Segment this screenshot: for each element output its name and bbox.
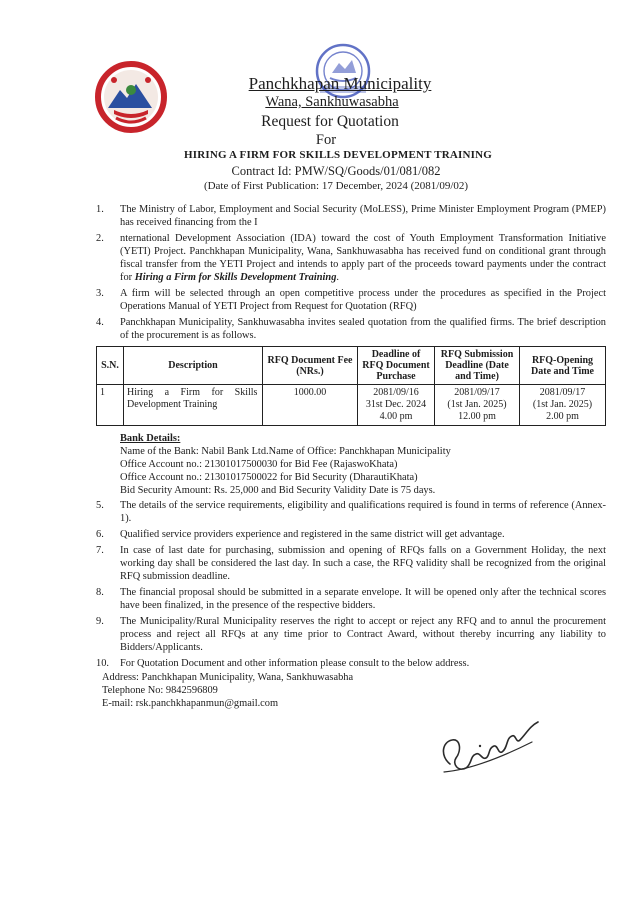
cell-description xyxy=(124,385,263,426)
cell-sn: 1 xyxy=(97,385,124,426)
items-list-bottom xyxy=(96,499,606,670)
item-number: 1. xyxy=(96,204,104,215)
item-text: Qualified service providers experience and registered in the same district will get advantage. xyxy=(120,529,505,540)
table-header-row xyxy=(97,347,606,385)
item-text-block xyxy=(120,232,606,284)
item-tail: . xyxy=(336,272,340,283)
list-item xyxy=(96,615,606,654)
project-title: HIRING A FIRM FOR SKILLS DEVELOPMENT TRAINING xyxy=(183,149,493,161)
list-item xyxy=(96,316,606,342)
list-item xyxy=(96,499,606,525)
list-item xyxy=(96,657,606,670)
bank-name: Name of the Bank: Nabil Bank Ltd.Name of Office: Panchkhapan Municipality xyxy=(120,446,451,457)
item-text: The Ministry of Labor, Employment and Social Security (MoLESS), Prime Minister Employment Program (PMEP) has received financing from the I xyxy=(120,204,606,228)
document-type: Request for Quotation xyxy=(261,113,399,130)
item-text: The Municipality/Rural Municipality reserves the right to accept or reject any RFQ and to annul the procurement process and reject all RFQs at any time prior to Contract Award, without thereby incurring any liability to Bidders/Applicants. xyxy=(120,616,606,653)
procurement-table xyxy=(96,346,606,426)
publication-date: (Date of First Publication: 17 December, 2024 (2081/09/02) xyxy=(203,180,469,192)
item-text: The financial proposal should be submitted in a separate envelope. It will be opened only after the technical scores have been finalized, in the presence of the respective bidders. xyxy=(120,587,606,611)
municipality-location: Wana, Sankhuwasabha xyxy=(265,94,399,110)
contract-id: Contract Id: PMW/SQ/Goods/01/081/082 xyxy=(231,164,441,178)
items-list-top xyxy=(96,203,606,342)
cell-submission xyxy=(435,385,520,426)
item-number: 2. xyxy=(96,233,104,244)
item-text: The details of the service requirements, eligibility and qualifications required is found in terms of reference (Annex-1). xyxy=(120,500,606,524)
for-label: For xyxy=(315,132,337,148)
opening-line-1: 2081/09/17 xyxy=(539,387,586,398)
contact-email: E-mail: rsk.panchkhapanmun@gmail.com xyxy=(102,698,279,709)
item-number: 7. xyxy=(96,545,104,556)
submission-line-2: (1st Jan. 2025) xyxy=(447,399,507,410)
contact-address: Address: Panchkhapan Municipality, Wana, Sankhuwasabha xyxy=(102,672,354,683)
bank-account-security: Office Account no.: 21301017500022 for Bid Security (DharautiKhata) xyxy=(120,472,418,483)
list-item xyxy=(96,544,606,583)
opening-line-3: 2.00 pm xyxy=(546,411,579,422)
item-number: 6. xyxy=(96,529,104,540)
cell-opening xyxy=(520,385,606,426)
opening-line-2: (1st Jan. 2025) xyxy=(532,399,593,410)
list-item xyxy=(96,287,606,313)
item-emphasis: Hiring a Firm for Skills Development Training xyxy=(134,272,337,283)
list-item xyxy=(96,203,606,229)
submission-line-3: 12.00 pm xyxy=(458,411,496,422)
item-number: 10. xyxy=(96,658,109,669)
contact-details xyxy=(96,671,606,710)
item-text: For Quotation Document and other information please consult to the below address. xyxy=(120,658,470,669)
deadline-line-2: 31st Dec. 2024 xyxy=(365,399,427,410)
bank-details-title: Bank Details: xyxy=(120,433,181,444)
municipality-name: Panchkhapan Municipality xyxy=(248,74,432,93)
item-number: 9. xyxy=(96,616,104,627)
item-text: A firm will be selected through an open competitive process under the procedures as specified in the Project Operations Manual of YETI Project from Request for Quotation (RFQ) xyxy=(120,288,606,312)
bank-account-fee: Office Account no.: 21301017500030 for Bid Fee (RajaswoKhata) xyxy=(120,459,398,470)
signature-icon xyxy=(436,712,554,788)
header-submission: RFQ Submission Deadline (Date and Time) xyxy=(435,347,520,385)
header-description: Description xyxy=(124,347,263,385)
list-item xyxy=(96,586,606,612)
list-item xyxy=(96,232,606,284)
item-text: In case of last date for purchasing, submission and opening of RFQs falls on a Government Holiday, the next working day shall be considered the last day. In such a case, the RFQ validity shall be recognized from the original RFQ submission deadline. xyxy=(120,545,606,582)
header-deadline: Deadline of RFQ Document Purchase xyxy=(358,347,435,385)
bid-security-amount: Bid Security Amount: Rs. 25,000 and Bid Security Validity Date is 75 days. xyxy=(120,485,436,496)
document-body xyxy=(96,203,606,710)
item-number: 8. xyxy=(96,587,104,598)
item-text: nternational Development Association (IDA) toward the cost of Youth Employment Transformation Initiative (YETI) Project. Panchkhapan Municipality, Wana, Sankhuwasabha has received fund on conditional grant through fiscal transfer from the YETI Project and intends to apply part of the proceeds toward payments under the contract for xyxy=(120,233,606,283)
item-number: 4. xyxy=(96,317,104,328)
contact-telephone: Telephone No: 9842596809 xyxy=(102,685,218,696)
deadline-line-1: 2081/09/16 xyxy=(373,387,419,398)
list-item xyxy=(96,528,606,541)
item-number: 5. xyxy=(96,500,104,511)
cell-fee: 1000.00 xyxy=(263,385,358,426)
submission-line-1: 2081/09/17 xyxy=(454,387,500,398)
cell-deadline xyxy=(358,385,435,426)
description-line-1: Hiring a Firm for Skills xyxy=(127,387,258,398)
description-line-2: Development Training xyxy=(127,399,218,410)
header-opening: RFQ-Opening Date and Time xyxy=(520,347,606,385)
header-sn: S.N. xyxy=(97,347,124,385)
header-fee: RFQ Document Fee (NRs.) xyxy=(263,347,358,385)
item-text: Panchkhapan Municipality, Sankhuwasabha invites sealed quotation from the qualified firms. The brief description of the procurement is as follows. xyxy=(120,317,606,341)
item-number: 3. xyxy=(96,288,104,299)
bank-details xyxy=(96,432,606,497)
table-row xyxy=(97,385,606,426)
deadline-line-3: 4.00 pm xyxy=(379,411,413,422)
